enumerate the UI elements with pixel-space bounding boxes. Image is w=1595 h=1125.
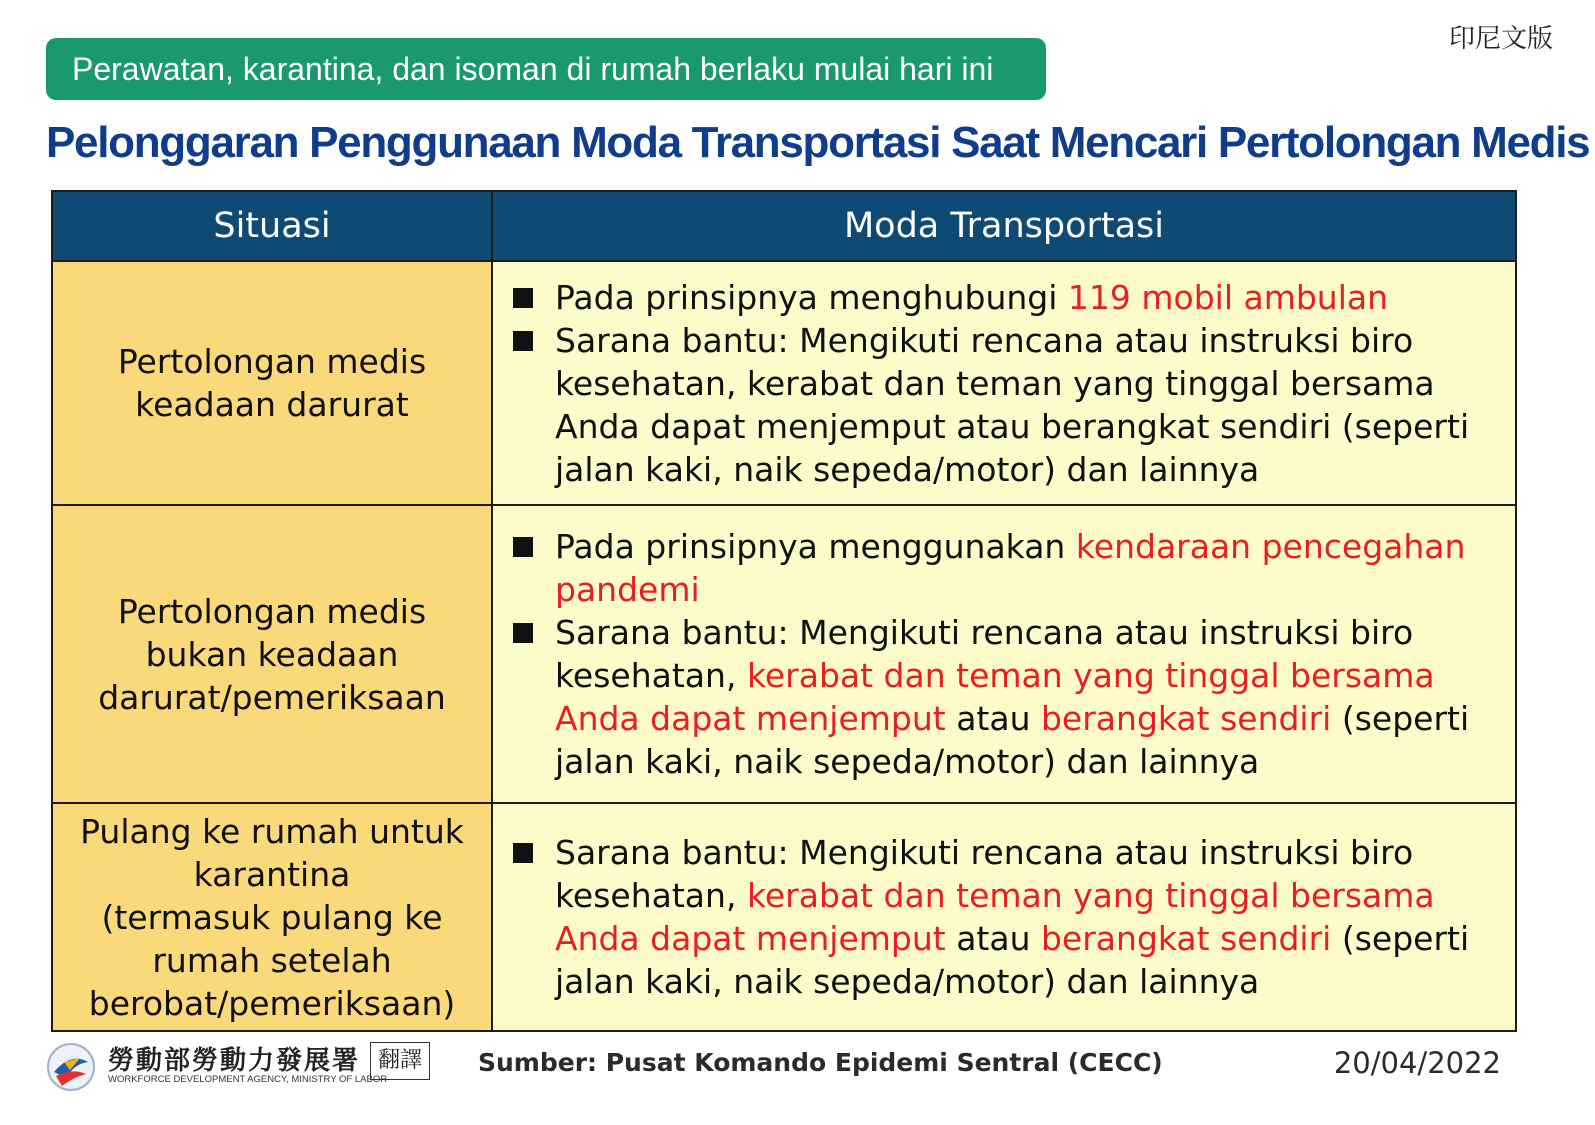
- highlight-text: kerabat dan teman yang tinggal bersama Anda dapat menjemput: [555, 876, 1435, 958]
- agency-name-en: WORKFORCE DEVELOPMENT AGENCY, MINISTRY OF LABOR: [108, 1074, 388, 1085]
- mode-cell: [492, 505, 1516, 803]
- bullet-text: Sarana bantu: Mengikuti rencana atau instruksi biro kesehatan, kerabat dan teman yang tinggal bersama Anda dapat menjemput atau berangkat sendiri (seperti jalan kaki, naik sepeda/motor) dan lainnya: [555, 320, 1470, 489]
- situation-line: keadaan darurat: [135, 385, 409, 424]
- bullet-text: (seperti jalan kaki, naik sepeda/motor) dan lainnya: [555, 919, 1470, 1001]
- situation-line: berobat/pemeriksaan): [88, 983, 456, 1023]
- highlight-text: kendaraan pencegahan pandemi: [555, 527, 1466, 609]
- highlight-text: berangkat sendiri: [1040, 919, 1332, 958]
- translation-badge: 翻譯: [370, 1042, 430, 1080]
- highlight-text: kerabat dan teman yang tinggal bersama Anda dapat menjemput: [555, 656, 1435, 738]
- mode-list: [511, 276, 1505, 491]
- bullet-text: atau: [945, 699, 1041, 738]
- header-mode: Moda Transportasi: [492, 191, 1516, 261]
- list-item: [511, 525, 1505, 611]
- bullet-text: Sarana bantu: Mengikuti rencana atau instruksi biro kesehatan,: [555, 613, 1414, 695]
- table-row: [52, 803, 1516, 1031]
- mode-cell: [492, 803, 1516, 1031]
- situation-line: bukan keadaan: [145, 634, 399, 674]
- table-row: [52, 261, 1516, 505]
- mode-list: [511, 525, 1505, 783]
- situation-line: darurat/pemeriksaan: [98, 677, 446, 717]
- source-text: Sumber: Pusat Komando Epidemi Sentral (CECC): [478, 1048, 1163, 1077]
- list-item: [511, 319, 1505, 491]
- agency-logo-icon: [46, 1042, 96, 1092]
- agency-name: 勞動部勞動力發展署: [108, 1046, 361, 1076]
- situation-line: Pulang ke rumah untuk: [80, 811, 464, 851]
- bullet-text: Pada prinsipnya menghubungi: [555, 277, 1068, 317]
- table-header-row: [52, 191, 1516, 261]
- list-item: [511, 831, 1505, 1003]
- bullet-text: Sarana bantu: Mengikuti rencana atau instruksi biro kesehatan,: [555, 833, 1414, 915]
- highlight-text: berangkat sendiri: [1040, 699, 1332, 738]
- version-label: 印尼文版: [1448, 24, 1553, 54]
- list-item: [511, 611, 1505, 783]
- bullet-text: Pada prinsipnya menggunakan: [555, 527, 1076, 566]
- situation-line: karantina: [193, 854, 351, 894]
- situation-line: rumah setelah: [152, 940, 392, 980]
- list-item: [511, 276, 1505, 319]
- highlight-text: 119 mobil ambulan: [1067, 277, 1389, 317]
- date-text: 20/04/2022: [1333, 1046, 1501, 1080]
- situation-line: Pertolongan medis: [117, 342, 427, 381]
- bullet-text: (seperti jalan kaki, naik sepeda/motor) dan lainnya: [555, 699, 1470, 781]
- transport-table: [51, 190, 1517, 1032]
- situation-cell: [52, 505, 492, 803]
- table-row: [52, 505, 1516, 803]
- situation-cell: [52, 261, 492, 505]
- bullet-text: atau: [945, 919, 1041, 958]
- footer: [0, 1036, 1595, 1125]
- header-situation: Situasi: [52, 191, 492, 261]
- mode-cell: [492, 261, 1516, 505]
- situation-line: (termasuk pulang ke: [101, 897, 443, 937]
- banner: Perawatan, karantina, dan isoman di rumah berlaku mulai hari ini: [46, 38, 1046, 100]
- mode-list: [511, 831, 1505, 1003]
- page-title: Pelonggaran Penggunaan Moda Transportasi Saat Mencari Pertolongan Medis: [46, 118, 1590, 167]
- situation-cell: [52, 803, 492, 1031]
- situation-line: Pertolongan medis: [117, 591, 427, 631]
